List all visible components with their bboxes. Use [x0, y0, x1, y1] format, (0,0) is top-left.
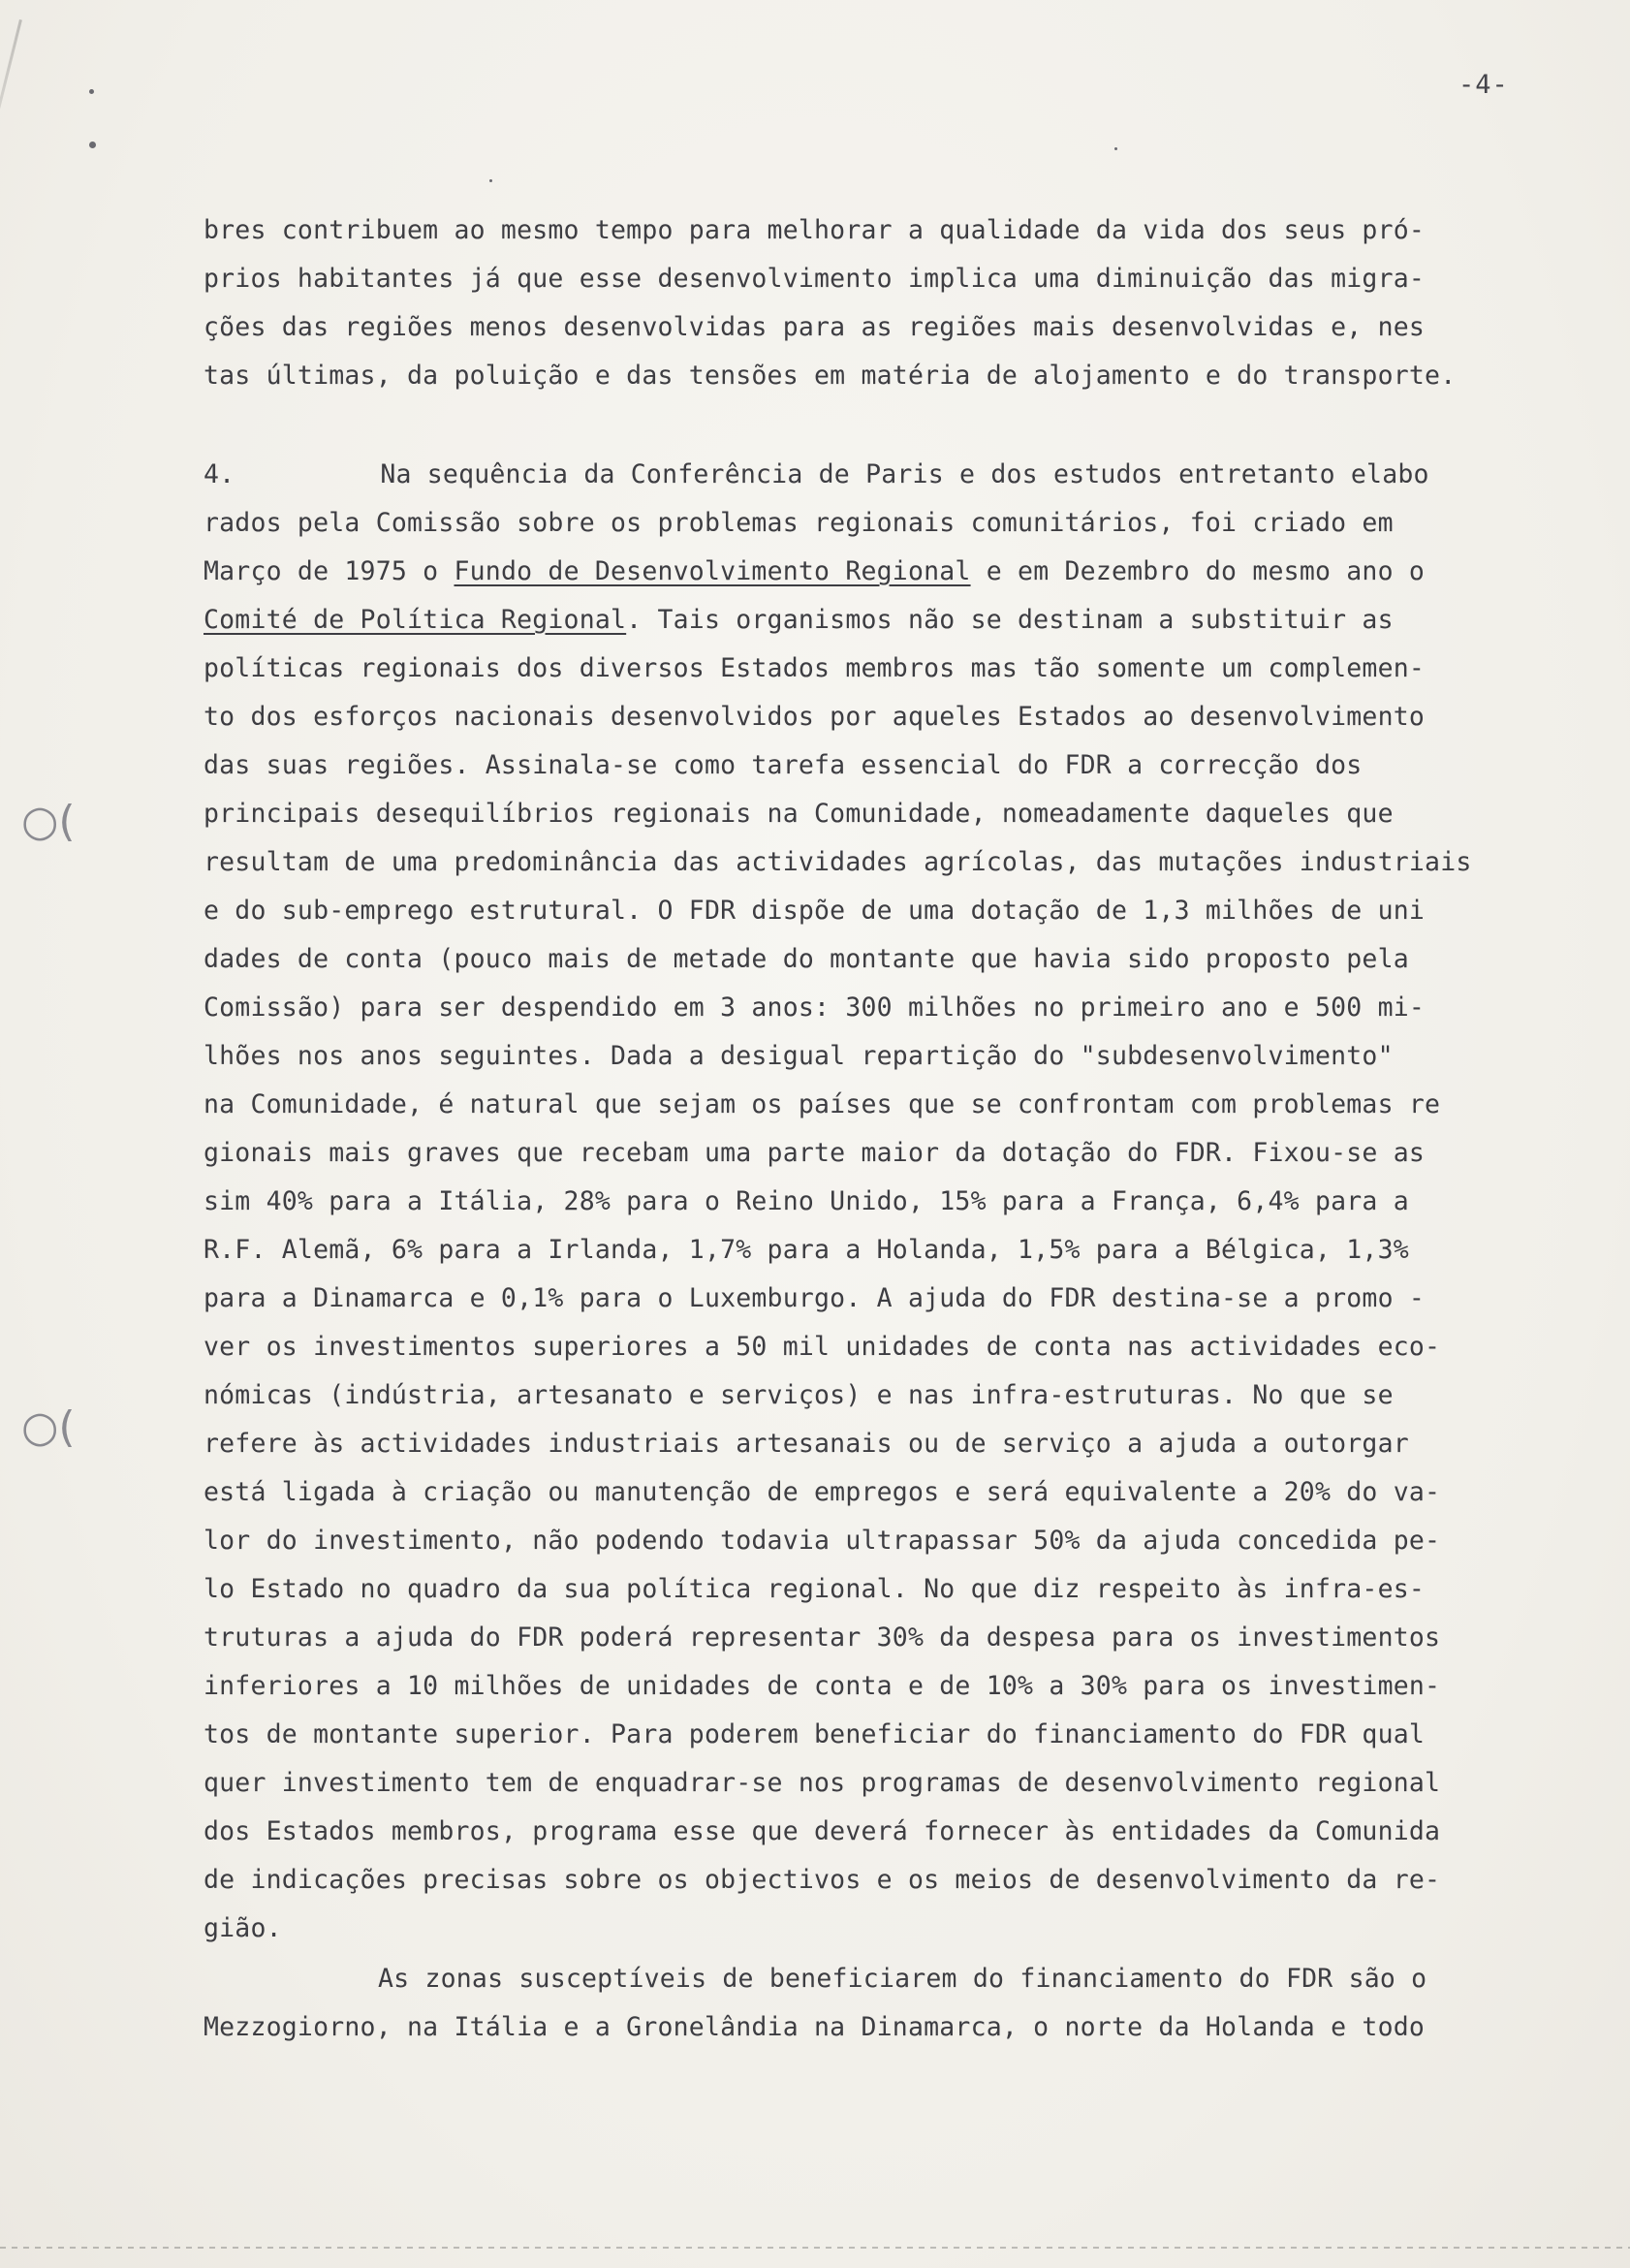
text-line: lor do investimento, não podendo todavia ultrapassar 50% da ajuda concedida pe-	[204, 1526, 1441, 1556]
text-line: de indicações precisas sobre os objectivos e os meios de desenvolvimento da re-	[204, 1865, 1441, 1895]
committee-name-underlined: Comité de Política Regional	[204, 605, 627, 635]
text-line: resultam de uma predominância das actividades agrícolas, das mutações industriais	[204, 847, 1472, 877]
page-number: -4-	[1458, 70, 1509, 100]
text-line: gião.	[204, 1913, 282, 1943]
text-line	[204, 548, 1521, 596]
fund-name-underlined: Fundo de Desenvolvimento Regional	[454, 556, 971, 586]
text-line: quer investimento tem de enquadrar-se nos programas de desenvolvimento regional	[204, 1768, 1441, 1798]
text-line: Mezzogiorno, na Itália e a Gronelândia na Dinamarca, o norte da Holanda e todo	[204, 2012, 1426, 2042]
text-line: truturas a ajuda do FDR poderá representar 30% da despesa para os investimentos	[204, 1622, 1441, 1653]
text-line: está ligada à criação ou manutenção de empregos e será equivalente a 20% do va-	[204, 1477, 1441, 1507]
text-line: Comissão) para ser despendido em 3 anos: 300 milhões no primeiro ano e 500 mi-	[204, 992, 1426, 1023]
text-line: nómicas (indústria, artesanato e serviços) e nas infra-estruturas. No que se	[204, 1380, 1394, 1410]
text-line: prios habitantes já que esse desenvolvimento implica uma diminuição das migra-	[204, 264, 1426, 294]
text-line: to dos esforços nacionais desenvolvidos por aqueles Estados ao desenvolvimento	[204, 702, 1426, 732]
text-line: As zonas susceptíveis de beneficiarem do financiamento do FDR são o	[378, 1964, 1427, 1994]
text-line: tos de montante superior. Para poderem beneficiar do financiamento do FDR qual	[204, 1719, 1426, 1749]
text-line: lhões nos anos seguintes. Dada a desigual repartição do "subdesenvolvimento"	[204, 1041, 1394, 1071]
text-span: Na sequência da Conferência de Paris e dos estudos entretanto elabo	[380, 459, 1429, 489]
text-line: lo Estado no quadro da sua política regional. No que diz respeito às infra-es-	[204, 1574, 1426, 1604]
text-line: na Comunidade, é natural que sejam os países que se confrontam com problemas re	[204, 1089, 1441, 1119]
text-line: sim 40% para a Itália, 28% para o Reino Unido, 15% para a França, 6,4% para a	[204, 1186, 1409, 1216]
text-line	[204, 596, 1521, 645]
text-line: ções das regiões menos desenvolvidas para as regiões mais desenvolvidas e, nes	[204, 312, 1426, 342]
scan-speck	[1114, 147, 1117, 150]
text-line: bres contribuem ao mesmo tempo para melhorar a qualidade da vida dos seus pró-	[204, 215, 1426, 245]
section-4-paragraph	[204, 451, 1521, 1953]
text-span: e em Dezembro do mesmo ano o	[970, 556, 1426, 586]
text-line	[204, 451, 1521, 499]
text-line: rados pela Comissão sobre os problemas regionais comunitários, foi criado em	[204, 508, 1394, 538]
section-number: 4.	[204, 459, 235, 489]
text-line: políticas regionais dos diversos Estados membros mas tão somente um complemen-	[204, 653, 1426, 683]
scan-speck	[89, 89, 94, 94]
text-line: inferiores a 10 milhões de unidades de conta e de 10% a 30% para os investimen-	[204, 1671, 1441, 1701]
text-line: das suas regiões. Assinala-se como tarefa essencial do FDR a correcção dos	[204, 750, 1363, 780]
paragraph-continuation	[204, 206, 1521, 400]
text-line: refere às actividades industriais artesanais ou de serviço a ajuda a outorgar	[204, 1429, 1409, 1459]
text-line: ver os investimentos superiores a 50 mil unidades de conta nas actividades eco-	[204, 1332, 1441, 1362]
text-line: gionais mais graves que recebam uma parte maior da dotação do FDR. Fixou-se as	[204, 1138, 1426, 1168]
text-line: tas últimas, da poluição e das tensões em matéria de alojamento e do transporte.	[204, 361, 1457, 391]
text-line: R.F. Alemã, 6% para a Irlanda, 1,7% para a Holanda, 1,5% para a Bélgica, 1,3%	[204, 1235, 1409, 1265]
scan-edge-shadow	[0, 19, 22, 208]
scan-speck	[489, 179, 492, 182]
text-line: dos Estados membros, programa esse que deverá fornecer às entidades da Comunida	[204, 1816, 1441, 1846]
text-line: e do sub-emprego estrutural. O FDR dispõe de uma dotação de 1,3 milhões de uni	[204, 896, 1426, 926]
text-line: dades de conta (pouco mais de metade do montante que havia sido proposto pela	[204, 944, 1409, 974]
scan-bottom-edge	[0, 2247, 1630, 2249]
text-span: Março de 1975 o	[204, 556, 455, 586]
scan-speck	[89, 142, 96, 148]
text-span: . Tais organismos não se destinam a substituir as	[626, 605, 1394, 635]
text-line: para a Dinamarca e 0,1% para o Luxemburgo. A ajuda do FDR destina-se a promo -	[204, 1283, 1426, 1313]
margin-punch-mark: ○(	[21, 1402, 76, 1452]
text-line: principais desequilíbrios regionais na Comunidade, nomeadamente daqueles que	[204, 799, 1394, 829]
margin-punch-mark: ○(	[21, 797, 76, 846]
paragraph-eligible-zones	[204, 1955, 1521, 2052]
